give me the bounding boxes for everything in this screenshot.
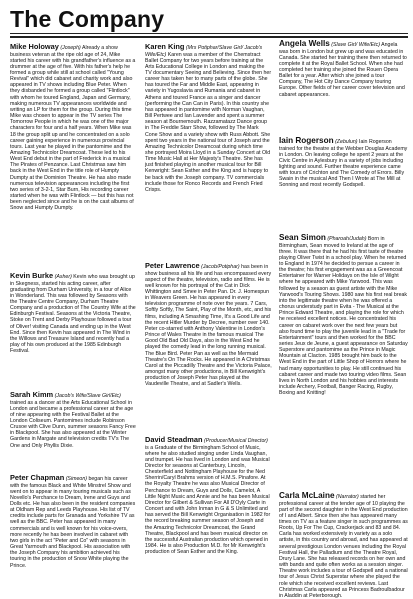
bio-name: Carla McLaine	[279, 491, 335, 500]
bio-peter-chapman	[10, 474, 136, 574]
bio-name: Iain Rogerson	[279, 136, 334, 145]
bio-role: (Mrs Potiphar/Slave Girl/ Jacob's Wife/Etc)	[145, 45, 263, 58]
bio-name: Sarah Kimm	[10, 390, 54, 399]
bio-text: has been in show business all his life and has encompassed every aspect of the theatre, television, radio and films. He is well known for his portrayal of the Cat in Dick Whittington and Smee in Peter Pan. Dr. J. Homespun in Weavers Green. He has appeared in every television programme of note over the years. 7 Cars, Softly Softly, The Saint, Play of the Month, etc, and his films, including A Smashing Time, It's a Good Life and the recent Hitler Murder by Decree, number over 140. Peter co-starred with Anthony Valentine in London's Prince of Wales Theatre in the famous musical The Good Old Bad Old Days, also in the West End he played the comedy lead in the long running musical. The Blue Bird. Peter Pan as well as the Mermaid Theatre's On The Rocks. He appeared in A Christmas Carol at the Piccadilly Theatre and the Victoria Palace, amongst many other productions, in Bill Kenwright's production of Joseph Peter has played at the Vaudeville Theatre, and at Sadler's Wells.	[145, 264, 272, 388]
bio-text: started her professional career at the tender age of 10 playing the part of the second daughter in the West End production of I and Albert. Since then she has appeared many times on TV as a feature singer in such programmes as Roots, Up For The Cup, Crackerjack and 83 and 84. Carla has worked extensively in variety as a solo artiste, in this country and abroad, and has appeared at several prestigious London venues including the Royal Festival Hall, the Palladium and the Theatre Royal, Drury Lane. She has released records on her own and with bands and quite often works as a session singer. Theatre work includes a tour of Godspell and a national tour of Jesus Christ Superstar where she played the role which she received excellent reviews. Last Christmas Carla appeared as Princess Badroulbadour in Aladdin at Peterborough.	[279, 494, 408, 599]
bio-david-steadman	[145, 436, 272, 572]
bio-text: began his career with the famous Black and White Minstrel Show and went on to appear in many touring musicals such as Novello's Perchance to Dream, Irene and Guys and Dolls etc. He has also been in the resident companies at Oldham Rep and Leeds Playhouse. His list of TV credits include parts for Granada and Yorkshire TV as well as the BBC. Peter has appeared in many commercials and is well known for his voice-overs, more recently he has been involved in cabaret with two girls in the act "Peter and Co" with seasons in Great Yarmouth and Blackpool. His association with the Joseph Company his ambition achieved his touring in the production of Snow White playing the Prince.	[10, 476, 136, 569]
title-rule	[10, 33, 408, 34]
bio-iain-rogerson	[279, 137, 408, 229]
bio-kevin-burke	[10, 272, 136, 390]
bio-karen-king	[145, 43, 272, 258]
bio-role: (Pharoah/Judah)	[327, 236, 367, 242]
bio-name: Mike Holoway	[10, 42, 59, 51]
bio-text: Iain Rogerson trained for the theatre at the Webber Douglas Academy in London. On leaving college he spent 2 years at the Civic Centre in Aylesbury in a variety of jobs including lighting and sound. Further theatre experience came with tours of Crichton and The Comedy of Errors. Billy Swain in the musical And Then I Wrote at The Mill at Sonning and most recently Godspell.	[279, 139, 408, 189]
bio-name: David Steadman	[145, 435, 203, 444]
bio-text: Born in Birmingham, Sean moved to Ireland at the age of three. It was there that he had his first taste of theatre playing Oliver Twist in a school play. When he returned to England in 1974 he decided to persue a career in the theatre; his first engagement was as a Greencoat Entertainer for Warner Holidays on the Isle of Wight where he appeared with Mike Yarwood. This was followed by a season as guest artiste with the Mike Yarwood's Touring Shows. 1980 saw his first real break into the legitimate theatre when he was offered a chorus understudy part in Evita - The Musical at the Prince Edward Theatre, and playing the role for which he received excellent notices. He concentrated his career on cabaret work over the next few years but also found time to play the juvenile lead in a "Trade for Entertainment" tours and then worked for the BBC series Jeux de Jeune, a guest appearance on Saturday Superstore and pantomime as the Prince in Magic Mountain at Clacton. 1985 brought him back to the West End in the part of Little Shop of Horrors where he had many opportunities to play. He still continued his cabaret career and made two touring video films. Sean lives in North London and his hobbies and interests include Archery, Football, Banger Racing, Rugby, Boxing and Knitting!	[279, 236, 408, 397]
bio-name: Angela Wells	[279, 39, 330, 48]
bio-text: is a Graduate of the Birmingham School of Music, where he also studied singing under Linda Vaughan, and trumpet. He has lived in London and was Musical Director for seasons at Canterbury, Lincoln, Chesterfield and Nottingham Playhouse for the Ned Sherrin/Caryl Brahms version of H.M.S. Pinafore. At the Royalty Theatre he was also Musical Director of Perchance to Dream, Guys and Dolls, Camelot, A Little Night Music and Annie and he has been Musical Director for Gilbert & Sullivan For All D'Oyly Carte in Concert and with John Inman in G & S Unlimited and has served the Bill Kenwright Organisation in 1982 for the record breaking summer season of Joseph and the Amazing Technicolor Dreamcoat, the Grand Theatre, Blackpool and has been musical director on the successful Australian production which opened in 1984. He is also Production M.D. for Mr Kenwright's production of Sean Esther and the King.	[145, 444, 271, 556]
bio-role: (Simeon)	[65, 476, 87, 482]
bio-sean-simon	[279, 234, 408, 488]
bio-text: trained as a dancer at the Arts Educational School in London and became a professional career at the age of nine appearing with the Festival Ballet at the London Coliseum. Pantomimes include Robinson Crusoe with Clive Dunn, summer seasons Fancy Free in Blackpool. She has also appeared at the Winter Gardens in Margate and television credits TV's The One and Only Phyllis Dixie.	[10, 399, 136, 449]
bio-text: Karen was a member of the Chemstract Ballet Company for two years before training at the Arts Educational College in London and making the TV documentary Seeing and Believing. Since then her career has taken her to many parts of the globe. She has toured the Far and Middle East, appearing in variety in Yugoslavia and Rumania and cabaret in Athens and toured France as a singer and dancer (performing the Can Can in Paris). In this country she has appeared in pantomime with Norman Vaughan, Bill Pertwee and Ian Lavender and spent a summer season at Bournemouth. Razzamatazz Dance group in The Freddie Starr Show, followed by The Mark Cone Show and a variety show with Russ Abbott. She spent two years in the national tour of Joseph and the Amazing Technicolor Dreamcoat during which time she portrayed Moira Lloyd in a Sunday Concert at Old Time Music Hall at Her Majesty's Theatre. She has just finished playing in another musical tour for Bill Kenwright: Sean Esther and the King and is happy to be back with the Joseph company. TV commercials include those for Ronco Records and French Fried Crisps.	[145, 51, 272, 193]
bio-angela-wells	[279, 40, 408, 132]
page-title: The Company	[10, 6, 165, 32]
bio-name: Peter Chapman	[10, 473, 65, 482]
bio-name: Peter Lawrence	[145, 261, 200, 270]
title-rule-thick	[10, 36, 408, 38]
bio-name: Karen King	[145, 42, 185, 51]
bio-text: Already a show business veteran at the ripe old age of 24, Mike started his career with his grandfather's influence as a drummer at the age of five. With his father's help he formed a group while still at school called "Young Revival" which did cabaret and charity work and also appeared in TV shows including Blue Peter. When they disbanded he formed a group called "Flintlock" with whom he toured England, Japan and Germany, making numerous TV appearances worldwide and writing an LP for them for the group. During this time Mike was chosen to appear in the TV series The Tomorrow People in which he was one of the major characters for four and a half years. When Mike was 18 the group split up and he concentrated on a solo career gaining experience in numerous provincial tours. Last year he played in the pantomime and the Amazing Technicolor Dreamcoat. These led to his West End debut in the part of Frederick in a musical The Pirates of Penzance. Last Christmas saw him back in the West End in the title role of Humpty Dumpty at the Dominion Theatre. He has also made numerous television appearances including the first two series of 3-2-1, Star Burn, His recording career started when he was with Flintlock — but this has not been neglected since and he is on the cast albums of Snow and Humpty Dumpty.	[10, 45, 136, 212]
bio-mike-holoway	[10, 43, 136, 268]
bio-carla-mclaine	[279, 491, 408, 599]
bio-role: (Producer/Musical Director)	[203, 438, 268, 444]
bio-sarah-kimm	[10, 391, 136, 471]
bio-name: Kevin Burke	[10, 271, 54, 280]
bio-text: Angela was born in London but grew up and was educated in Canada. She started her training there then returned to complete it at the Royal Ballet School. When she had completed her training she joined the Rouen Opera Ballet for a year. After which she joined a tour Company, The Hot City Dance Company touring Europe. Other fields of her career cover television and cabaret appearances.	[279, 42, 407, 98]
bio-role: (Slave Girl/ Wife/Etc)	[331, 42, 380, 48]
bio-role: (Narrator)	[335, 494, 359, 500]
bio-text: Kevin who was brought up in Skegness, started his acting career, after graduating from Durham University, in a tour of Alice in Wonderland. This was followed by Seasons with the Theatre Centre Company, Durham Theatre Company and a production of The Country Wife at the Edinburgh Festival. Seasons at the Victoria Theatre, Stoke on Trent and Derby Playhouse followed a tour of Oliver! visiting Canada and ending up in the West End. Since then Kevin has appeared in The Wind in the Willows and Treasure Island and recently had a play of his own produced at the 1985 Edinburgh Festival.	[10, 274, 136, 355]
bio-name: Sean Simon	[279, 233, 326, 242]
bio-role: (Jacob's Wife/Slave Girl/Etc)	[54, 393, 121, 399]
bio-role: (Joseph)	[60, 45, 81, 51]
bio-role: (Jacob/Potiphar)	[201, 264, 240, 270]
bio-peter-lawrence	[145, 262, 272, 434]
bio-role: (Asher)	[54, 274, 72, 280]
bio-role: (Zebulun)	[335, 139, 358, 145]
